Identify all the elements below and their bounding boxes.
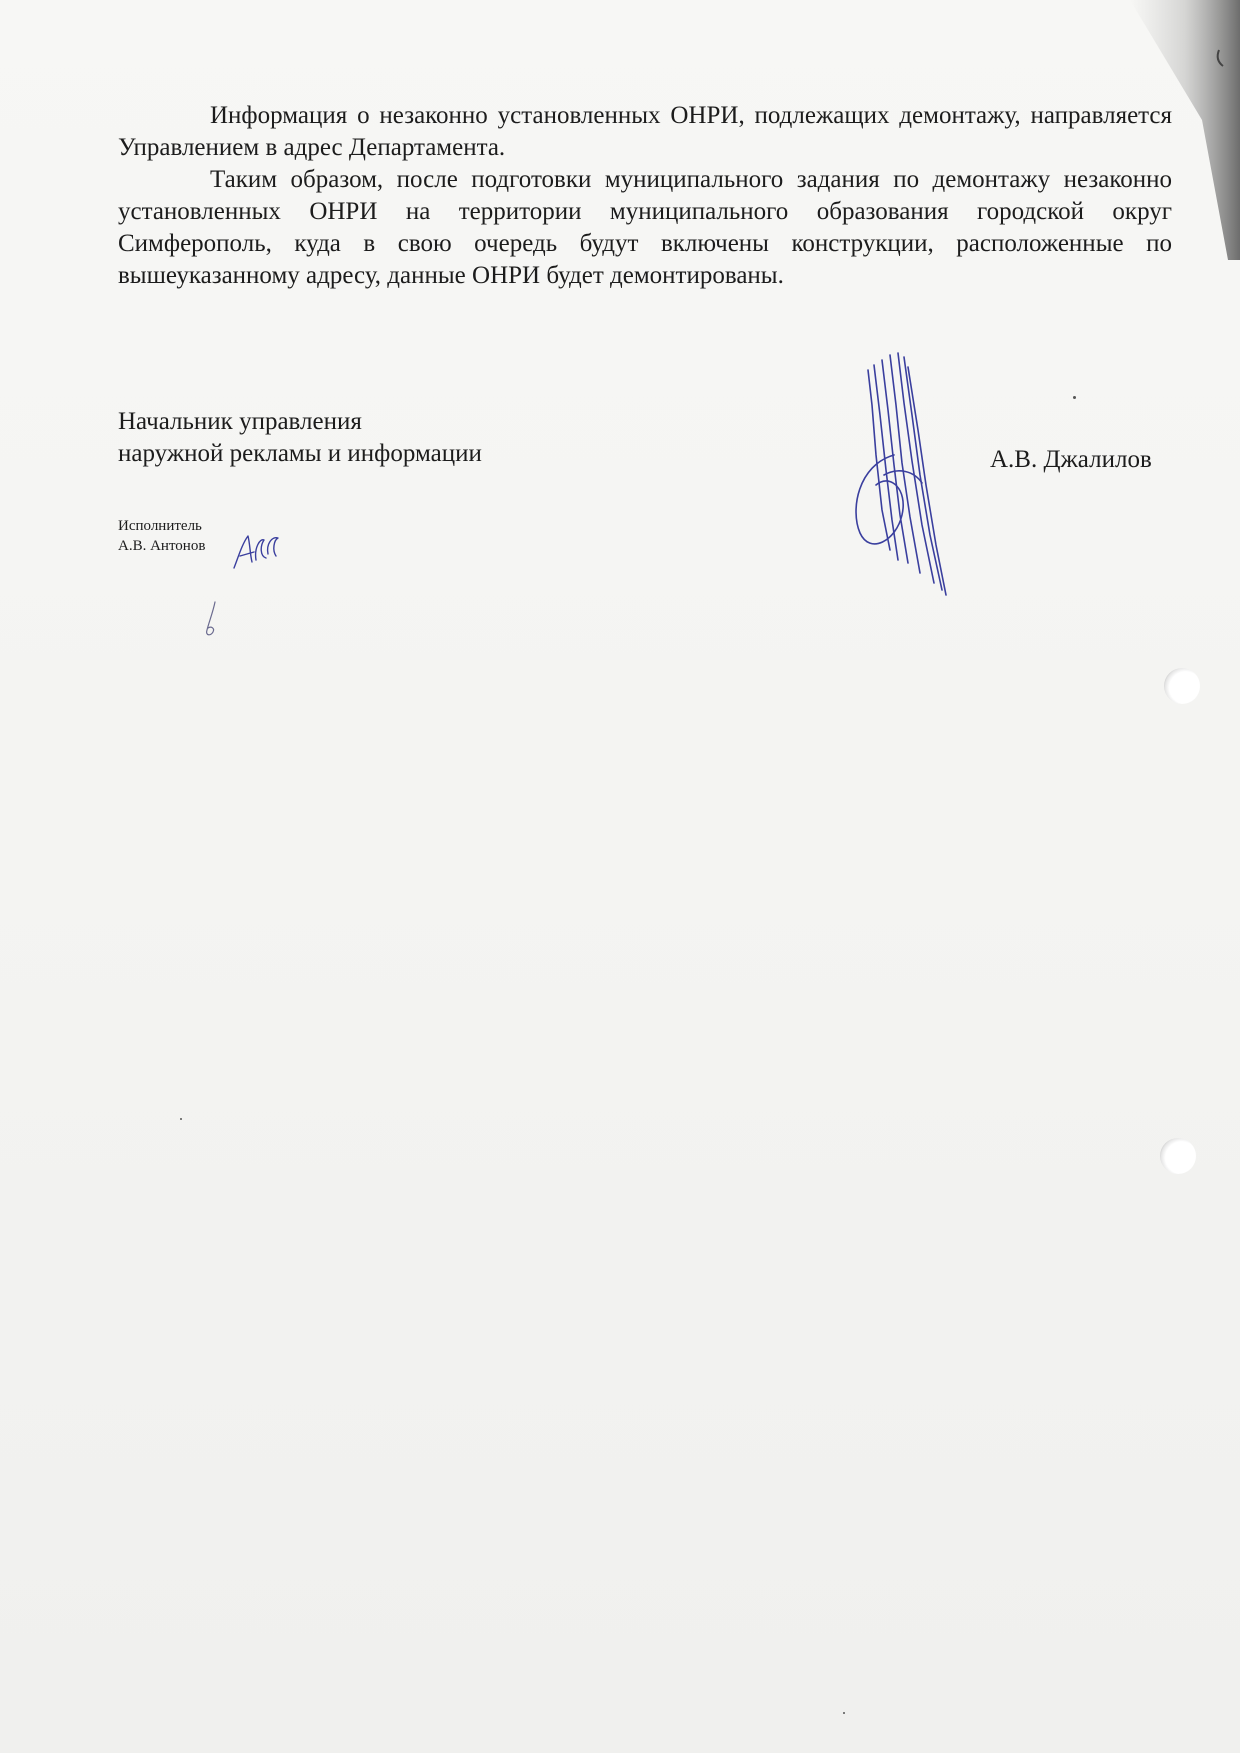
scan-speck: [843, 1712, 845, 1714]
signatory-position-line-2: наружной рекламы и информации: [118, 440, 482, 467]
executor-initials-signature: [230, 530, 282, 572]
letter-body: [118, 100, 1172, 292]
paragraph-1: Информация о незаконно установленных ОНРИ, подлежащих демонтажу, направляется Управлением в адрес Департамента.: [118, 102, 1172, 161]
punch-hole-lower: [1160, 1138, 1196, 1174]
signatory-name: А.В. Джалилов: [990, 446, 1152, 473]
pencil-mark: [201, 600, 223, 640]
scan-speck: [1073, 396, 1076, 399]
executor-label: Исполнитель: [118, 518, 202, 534]
scan-speck: [180, 1118, 182, 1120]
paragraph-2: Таким образом, после подготовки муниципального задания по демонтажу незаконно установленных ОНРИ на территории муниципального образования городской округ Симферополь, куда в свою очередь будут включены конструкции, расположенные по вышеуказанному адресу, данные ОНРИ будет демонтированы.: [118, 166, 1172, 289]
signatory-position: [118, 406, 482, 470]
executor-name: А.В. Антонов: [118, 538, 206, 554]
handwritten-signature: [838, 345, 978, 600]
executor-block: [118, 516, 205, 556]
signatory-position-line-1: Начальник управления: [118, 408, 362, 435]
punch-hole-upper: [1164, 668, 1200, 704]
